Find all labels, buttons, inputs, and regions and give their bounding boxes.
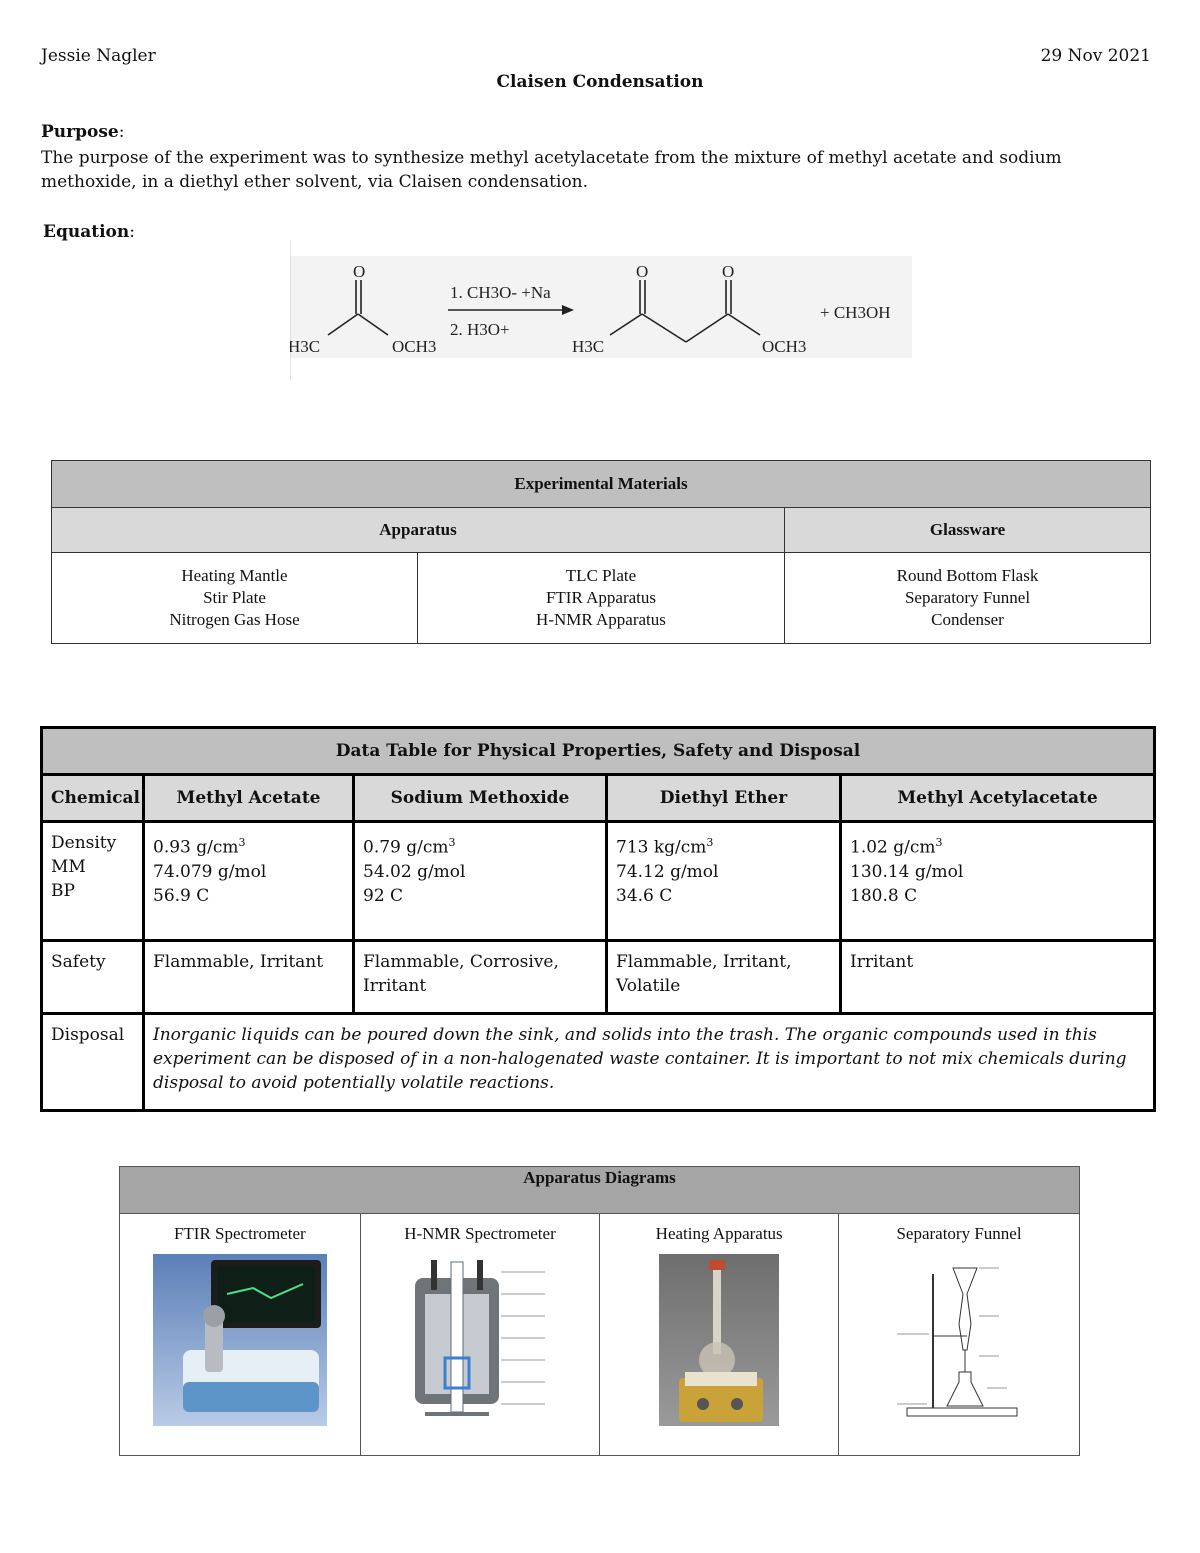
apparatus-header: Apparatus (52, 508, 785, 553)
list-item: TLC Plate (565, 566, 637, 585)
methyl-acetate-props (144, 822, 354, 941)
report-date: 29 Nov 2021 (1040, 46, 1151, 66)
product-h3c: H3C (572, 337, 605, 356)
purpose-label: Purpose: (41, 122, 125, 142)
reaction-scheme-graphic (290, 240, 912, 380)
diagram-caption: FTIR Spectrometer (173, 1224, 306, 1243)
molar-mass-value: 74.12 g/mol (616, 861, 719, 882)
list-item: Stir Plate (203, 588, 266, 607)
apparatus-diagrams-title: Apparatus Diagrams (120, 1167, 1080, 1214)
reactant-oxygen: O (353, 262, 366, 281)
molar-mass-value: 74.079 g/mol (153, 861, 267, 882)
sodium-methoxide-props (354, 822, 607, 941)
disposal-label: Disposal (42, 1014, 144, 1111)
product-oxygen-2: O (722, 262, 735, 281)
safety-cell: Irritant (841, 941, 1155, 1014)
boiling-point-value: 92 C (363, 885, 404, 906)
funnel-diagram-cell (839, 1214, 1080, 1456)
equation-label: Equation: (43, 222, 135, 242)
boiling-point-value: 180.8 C (850, 885, 918, 906)
properties-table (40, 726, 1156, 1112)
molar-mass-label: MM (51, 857, 86, 877)
density-value: 713 $kg/cm^3$ (616, 836, 714, 858)
ftir-illustration (153, 1254, 327, 1426)
product-oxygen-1: O (636, 262, 649, 281)
boiling-point-value: 34.6 C (616, 885, 673, 906)
methyl-acetylacetate-props (841, 822, 1155, 941)
hnmr-illustration (405, 1254, 555, 1426)
apparatus-diagrams-table (119, 1166, 1080, 1456)
page-title: Claisen Condensation (496, 72, 704, 92)
boiling-point-value: 56.9 C (153, 885, 210, 906)
reactant-h3c: H3C (290, 337, 321, 356)
density-value: 1.02 $g/cm^3$ (850, 836, 943, 858)
materials-table (51, 460, 1151, 644)
column-header: Diethyl Ether (607, 775, 841, 822)
column-header: Methyl Acetate (144, 775, 354, 822)
hnmr-spectrometer-image (405, 1254, 555, 1426)
diethyl-ether-props (607, 822, 841, 941)
list-item: H-NMR Apparatus (536, 610, 666, 629)
safety-cell: Flammable, Corrosive, Irritant (354, 941, 607, 1014)
list-item: FTIR Apparatus (545, 588, 656, 607)
hnmr-diagram-cell (360, 1214, 600, 1456)
table-row (42, 822, 1155, 941)
heating-illustration (659, 1254, 779, 1426)
table-row (42, 1014, 1155, 1111)
reactant-och3: OCH3 (392, 337, 437, 356)
list-item: Round Bottom Flask (896, 566, 1039, 585)
list-item: Condenser (931, 610, 1004, 629)
density-label: Density (51, 833, 117, 853)
safety-cell: Flammable, Irritant, Volatile (607, 941, 841, 1014)
safety-cell: Flammable, Irritant (144, 941, 354, 1014)
density-value: 0.79 $g/cm^3$ (363, 836, 456, 858)
column-header: Chemical (42, 775, 144, 822)
materials-title: Experimental Materials (52, 461, 1151, 508)
column-header: Sodium Methoxide (354, 775, 607, 822)
disposal-text: Inorganic liquids can be poured down the sink, and solids into the trash. The organic compounds used in this experiment can be disposed of in a non-halogenated waste container. It is important to not mix chemicals during disposal to avoid potentially volatile reactions. (144, 1014, 1155, 1111)
separatory-funnel-image (867, 1254, 1051, 1426)
reaction-equation (290, 240, 912, 380)
purpose-text: The purpose of the experiment was to synthesize methyl acetylacetate from the mixture of methyl acetate and sodium methoxide, in a diethyl ether solvent, via Claisen condensation. (41, 148, 1062, 192)
diagram-caption: H-NMR Spectrometer (404, 1224, 556, 1243)
diagram-caption: Separatory Funnel (896, 1224, 1022, 1243)
funnel-illustration (867, 1254, 1051, 1426)
table-row (42, 941, 1155, 1014)
ftir-spectrometer-image (153, 1254, 327, 1426)
author-name: Jessie Nagler (41, 46, 156, 66)
apparatus-cell-1 (52, 553, 418, 644)
heating-apparatus-image (659, 1254, 779, 1426)
glassware-header: Glassware (785, 508, 1151, 553)
list-item: Heating Mantle (181, 566, 288, 585)
ftir-diagram-cell (120, 1214, 361, 1456)
molar-mass-value: 54.02 g/mol (363, 861, 466, 882)
safety-label: Safety (42, 941, 144, 1014)
glassware-cell (785, 553, 1151, 644)
density-value: 0.93 $g/cm^3$ (153, 836, 246, 858)
step2-reagent: 2. H3O+ (450, 320, 510, 339)
molar-mass-value: 130.14 g/mol (850, 861, 964, 882)
heating-diagram-cell (600, 1214, 839, 1456)
boiling-point-label: BP (51, 881, 75, 901)
column-header: Methyl Acetylacetate (841, 775, 1155, 822)
apparatus-cell-2 (417, 553, 784, 644)
property-labels (42, 822, 144, 941)
list-item: Nitrogen Gas Hose (169, 610, 300, 629)
step1-reagent: 1. CH3O- +Na (450, 283, 551, 302)
byproduct: + CH3OH (820, 303, 891, 322)
list-item: Separatory Funnel (904, 588, 1031, 607)
data-table-title: Data Table for Physical Properties, Safety and Disposal (42, 728, 1155, 775)
product-och3: OCH3 (762, 337, 807, 356)
diagram-caption: Heating Apparatus (655, 1224, 783, 1243)
